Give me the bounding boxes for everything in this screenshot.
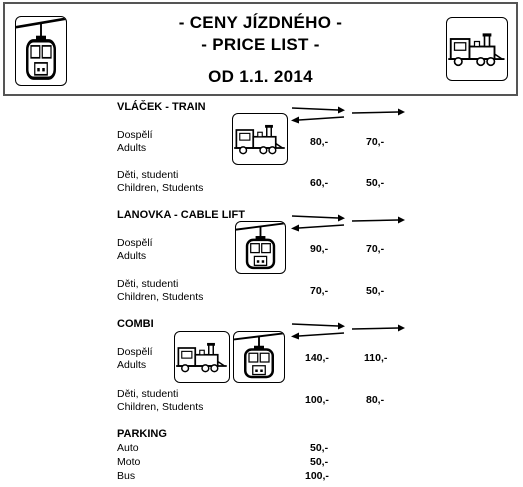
one-way-price: 70,- [366, 243, 385, 255]
cable-car-icon [233, 331, 285, 383]
one-way-price: 80,- [366, 394, 385, 406]
one-way-arrow-icon [350, 323, 406, 335]
one-way-price: 70,- [366, 136, 385, 148]
train-icon [446, 17, 508, 81]
cable-car-icon [235, 221, 286, 274]
train-icon [174, 331, 230, 383]
fare-label-adults: Dospělí Adults [117, 346, 153, 371]
section-title-parking: PARKING [117, 428, 167, 440]
one-way-price: 110,- [364, 352, 388, 364]
train-icon [232, 113, 288, 165]
section-title-combi: COMBI [117, 318, 154, 330]
fare-label-children: Děti, studenti Children, Students [117, 278, 204, 303]
one-way-price: 50,- [366, 177, 385, 189]
parking-price-moto: 50,- [310, 456, 329, 468]
fare-label-adults: Dospělí Adults [117, 129, 153, 154]
section-title-cable-lift: LANOVKA - CABLE LIFT [117, 209, 245, 221]
fare-label-children: Děti, studenti Children, Students [117, 169, 204, 194]
one-way-arrow-icon [350, 215, 406, 227]
title-czech: - CENY JÍZDNÉHO - [178, 13, 343, 32]
price-list-header [3, 2, 518, 96]
parking-price-auto: 50,- [310, 442, 329, 454]
return-arrows-icon [290, 104, 346, 124]
fare-label-adults: Dospělí Adults [117, 237, 153, 262]
fare-label-children: Děti, studenti Children, Students [117, 388, 204, 413]
return-price: 80,- [310, 136, 329, 148]
parking-label-auto: Auto [117, 442, 139, 454]
title-english: - PRICE LIST - [201, 35, 320, 54]
return-price: 60,- [310, 177, 329, 189]
return-price: 100,- [305, 394, 329, 406]
one-way-arrow-icon [350, 107, 406, 119]
return-price: 140,- [305, 352, 329, 364]
valid-from-date: OD 1.1. 2014 [208, 67, 313, 86]
return-arrows-icon [290, 212, 346, 232]
section-title-train: VLÁČEK - TRAIN [117, 101, 206, 113]
parking-label-bus: Bus [117, 470, 136, 482]
one-way-price: 50,- [366, 285, 385, 297]
return-arrows-icon [290, 320, 346, 340]
return-price: 90,- [310, 243, 329, 255]
return-price: 70,- [310, 285, 329, 297]
parking-price-bus: 100,- [305, 470, 329, 482]
parking-label-moto: Moto [117, 456, 141, 468]
